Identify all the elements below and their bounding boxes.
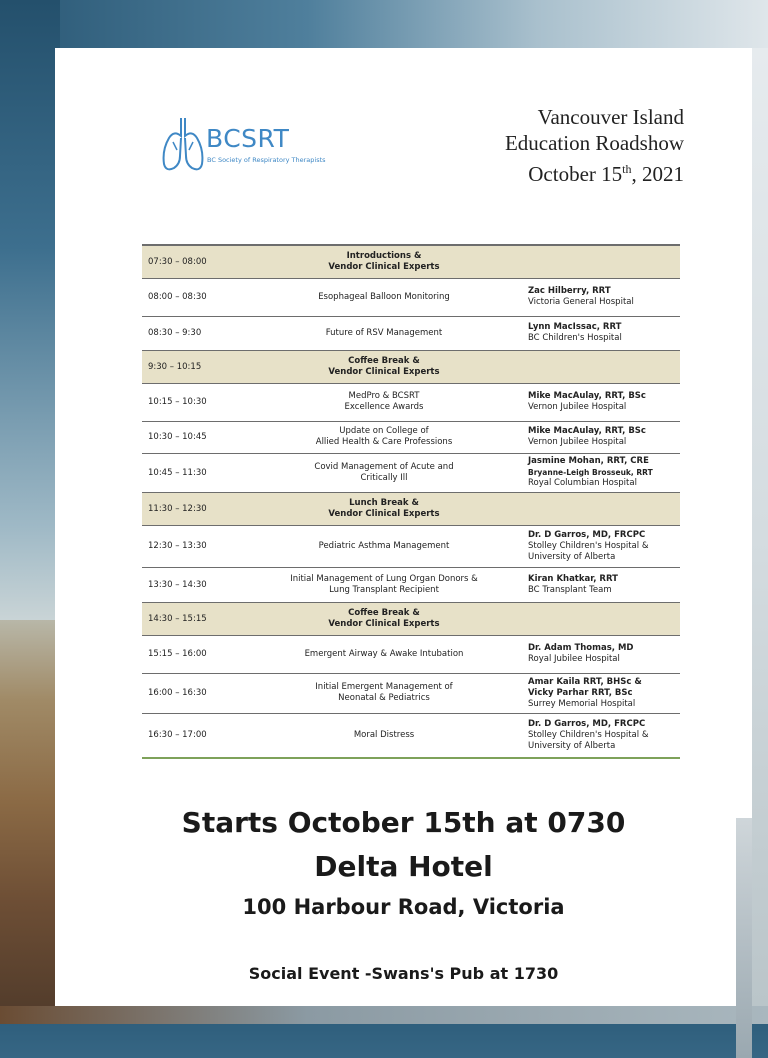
- schedule-activity: [246, 713, 522, 758]
- speaker-affiliation: BC Children's Hospital: [528, 333, 622, 343]
- activity-line: Critically Ill: [360, 472, 408, 483]
- schedule-speaker: [522, 278, 680, 316]
- logo-title: BCSRT: [206, 124, 290, 153]
- activity-line: Lung Transplant Recipient: [329, 584, 439, 595]
- schedule-body: [142, 245, 680, 758]
- speaker-name: Dr. D Garros, MD, FRCPC: [528, 718, 646, 729]
- schedule-speaker: [522, 567, 680, 602]
- schedule-activity: [246, 567, 522, 602]
- speaker-name: Lynn MacIssac, RRT: [528, 322, 622, 332]
- event-title-line1: Vancouver Island: [537, 105, 684, 129]
- activity-line: Update on College of: [339, 426, 429, 436]
- schedule-activity: [246, 453, 522, 492]
- schedule-speaker: [522, 602, 680, 635]
- schedule-activity: [246, 278, 522, 316]
- schedule-row: [142, 713, 680, 758]
- activity-line: Introductions &: [346, 250, 422, 261]
- speaker-affiliation: Vernon Jubilee Hospital: [528, 402, 627, 412]
- schedule-break-row: [142, 492, 680, 525]
- schedule-activity: [246, 421, 522, 453]
- speaker-name: Zac Hilberry, RRT: [528, 286, 611, 296]
- activity-line: Vendor Clinical Experts: [328, 366, 440, 377]
- schedule-time: 9:30 – 10:15: [148, 361, 202, 372]
- speaker-name: Mike MacAulay, RRT, BSc: [528, 426, 646, 436]
- schedule-time: 13:30 – 14:30: [148, 579, 207, 590]
- schedule-speaker: [522, 635, 680, 673]
- schedule-activity: [246, 673, 522, 713]
- activity-line: Vendor Clinical Experts: [328, 261, 440, 272]
- activity-line: Coffee Break &: [348, 355, 420, 366]
- speaker-affiliation: Vernon Jubilee Hospital: [528, 437, 627, 447]
- schedule-row: [142, 383, 680, 421]
- schedule-break-row: [142, 245, 680, 278]
- schedule-speaker: [522, 453, 680, 492]
- social-event: Social Event -Swans's Pub at 1730: [248, 964, 559, 983]
- schedule-speaker: [522, 421, 680, 453]
- schedule-activity: [246, 492, 522, 525]
- schedule-row: [142, 673, 680, 713]
- schedule-activity: [246, 316, 522, 350]
- event-title: [505, 104, 684, 187]
- activity-line: Pediatric Asthma Management: [318, 540, 450, 551]
- schedule-row: [142, 278, 680, 316]
- activity-line: Lunch Break &: [349, 497, 419, 508]
- schedule-time: 10:30 – 10:45: [148, 432, 207, 442]
- schedule-row: [142, 421, 680, 453]
- venue-address: 100 Harbour Road, Victoria: [242, 895, 565, 919]
- logo-subtitle: BC Society of Respiratory Therapists: [207, 156, 326, 164]
- event-date-main: October 15: [528, 162, 623, 186]
- speaker-affiliation: University of Alberta: [528, 551, 616, 562]
- schedule-break-row: [142, 602, 680, 635]
- speaker-name: Vicky Parhar RRT, BSc: [528, 687, 633, 698]
- start-time: Starts October 15th at 0730: [181, 806, 626, 839]
- background-sky-left: [0, 0, 60, 620]
- activity-line: Esophageal Balloon Monitoring: [318, 291, 450, 302]
- activity-line: Vendor Clinical Experts: [328, 618, 440, 629]
- speaker-name: Kiran Khatkar, RRT: [528, 573, 618, 584]
- activity-line: Neonatal & Pediatrics: [338, 693, 430, 703]
- activity-line: Excellence Awards: [344, 402, 424, 412]
- activity-line: Coffee Break &: [348, 607, 420, 618]
- schedule-activity: [246, 383, 522, 421]
- schedule-speaker: [522, 383, 680, 421]
- speaker-affiliation: Stolley Children's Hospital &: [528, 729, 649, 740]
- activity-line: Future of RSV Management: [325, 327, 443, 338]
- speaker-affiliation: BC Transplant Team: [528, 584, 612, 595]
- schedule-speaker: [522, 673, 680, 713]
- schedule-speaker: [522, 245, 680, 278]
- schedule-time: 12:30 – 13:30: [148, 541, 207, 551]
- lungs-icon: [160, 116, 206, 174]
- schedule-activity: [246, 350, 522, 383]
- schedule-time: 16:00 – 16:30: [148, 688, 207, 698]
- schedule-row: [142, 525, 680, 567]
- schedule-time: 14:30 – 15:15: [148, 613, 207, 624]
- schedule-row: [142, 453, 680, 492]
- activity-line: MedPro & BCSRT: [348, 391, 420, 401]
- schedule-activity: [246, 525, 522, 567]
- schedule-time: 11:30 – 12:30: [148, 503, 207, 514]
- schedule-activity: [246, 245, 522, 278]
- schedule-activity: [246, 602, 522, 635]
- speaker-name: Mike MacAulay, RRT, BSc: [528, 391, 646, 401]
- event-date-year: , 2021: [631, 162, 684, 186]
- schedule-activity: [246, 635, 522, 673]
- background-bottom-edge: [0, 1006, 768, 1024]
- speaker-name: Amar Kaila RRT, BHSc &: [528, 676, 642, 687]
- activity-line: Vendor Clinical Experts: [328, 508, 440, 519]
- event-title-line2: Education Roadshow: [504, 131, 684, 155]
- background-sky-top: [0, 0, 768, 48]
- speaker-affiliation: Stolley Children's Hospital &: [528, 540, 649, 551]
- speaker-affiliation: University of Alberta: [528, 740, 616, 751]
- schedule-time: 15:15 – 16:00: [148, 649, 207, 659]
- schedule-row: [142, 567, 680, 602]
- activity-line: Initial Management of Lung Organ Donors &: [290, 573, 478, 584]
- activity-line: Emergent Airway & Awake Intubation: [304, 648, 464, 659]
- activity-line: Covid Management of Acute and: [314, 461, 454, 472]
- schedule-speaker: [522, 492, 680, 525]
- schedule-row: [142, 316, 680, 350]
- speaker-affiliation: Royal Jubilee Hospital: [528, 654, 620, 664]
- event-date: [505, 156, 684, 187]
- speaker-affiliation: Royal Columbian Hospital: [528, 478, 637, 488]
- schedule-speaker: [522, 525, 680, 567]
- background-desert: [0, 620, 60, 1024]
- schedule-time: 10:15 – 10:30: [148, 397, 207, 407]
- schedule-row: [142, 635, 680, 673]
- schedule-time: 10:45 – 11:30: [148, 467, 207, 478]
- schedule-table: [142, 244, 680, 759]
- schedule-speaker: [522, 713, 680, 758]
- schedule-time: 08:30 – 9:30: [148, 328, 202, 338]
- schedule-speaker: [522, 350, 680, 383]
- activity-line: Allied Health & Care Professions: [315, 437, 453, 447]
- speaker-name: Jasmine Mohan, RRT, CRE: [528, 456, 649, 466]
- schedule-time: 16:30 – 17:00: [148, 730, 207, 741]
- schedule-speaker: [522, 316, 680, 350]
- event-date-suffix: th: [622, 162, 632, 176]
- schedule-time: 08:00 – 08:30: [148, 292, 207, 302]
- bcsrt-logo: [160, 116, 340, 176]
- speaker-affiliation: Victoria General Hospital: [528, 297, 634, 307]
- speaker-name: Bryanne-Leigh Brosseuk, RRT: [528, 468, 653, 477]
- background-right-edge: [752, 48, 768, 1024]
- activity-line: Moral Distress: [353, 729, 415, 740]
- venue-name: Delta Hotel: [314, 850, 493, 883]
- schedule-time: 07:30 – 08:00: [148, 256, 207, 267]
- speaker-name: Dr. Adam Thomas, MD: [528, 643, 634, 653]
- activity-line: Initial Emergent Management of: [315, 682, 453, 692]
- speaker-affiliation: Surrey Memorial Hospital: [528, 698, 636, 709]
- schedule-break-row: [142, 350, 680, 383]
- speaker-name: Dr. D Garros, MD, FRCPC: [528, 529, 646, 540]
